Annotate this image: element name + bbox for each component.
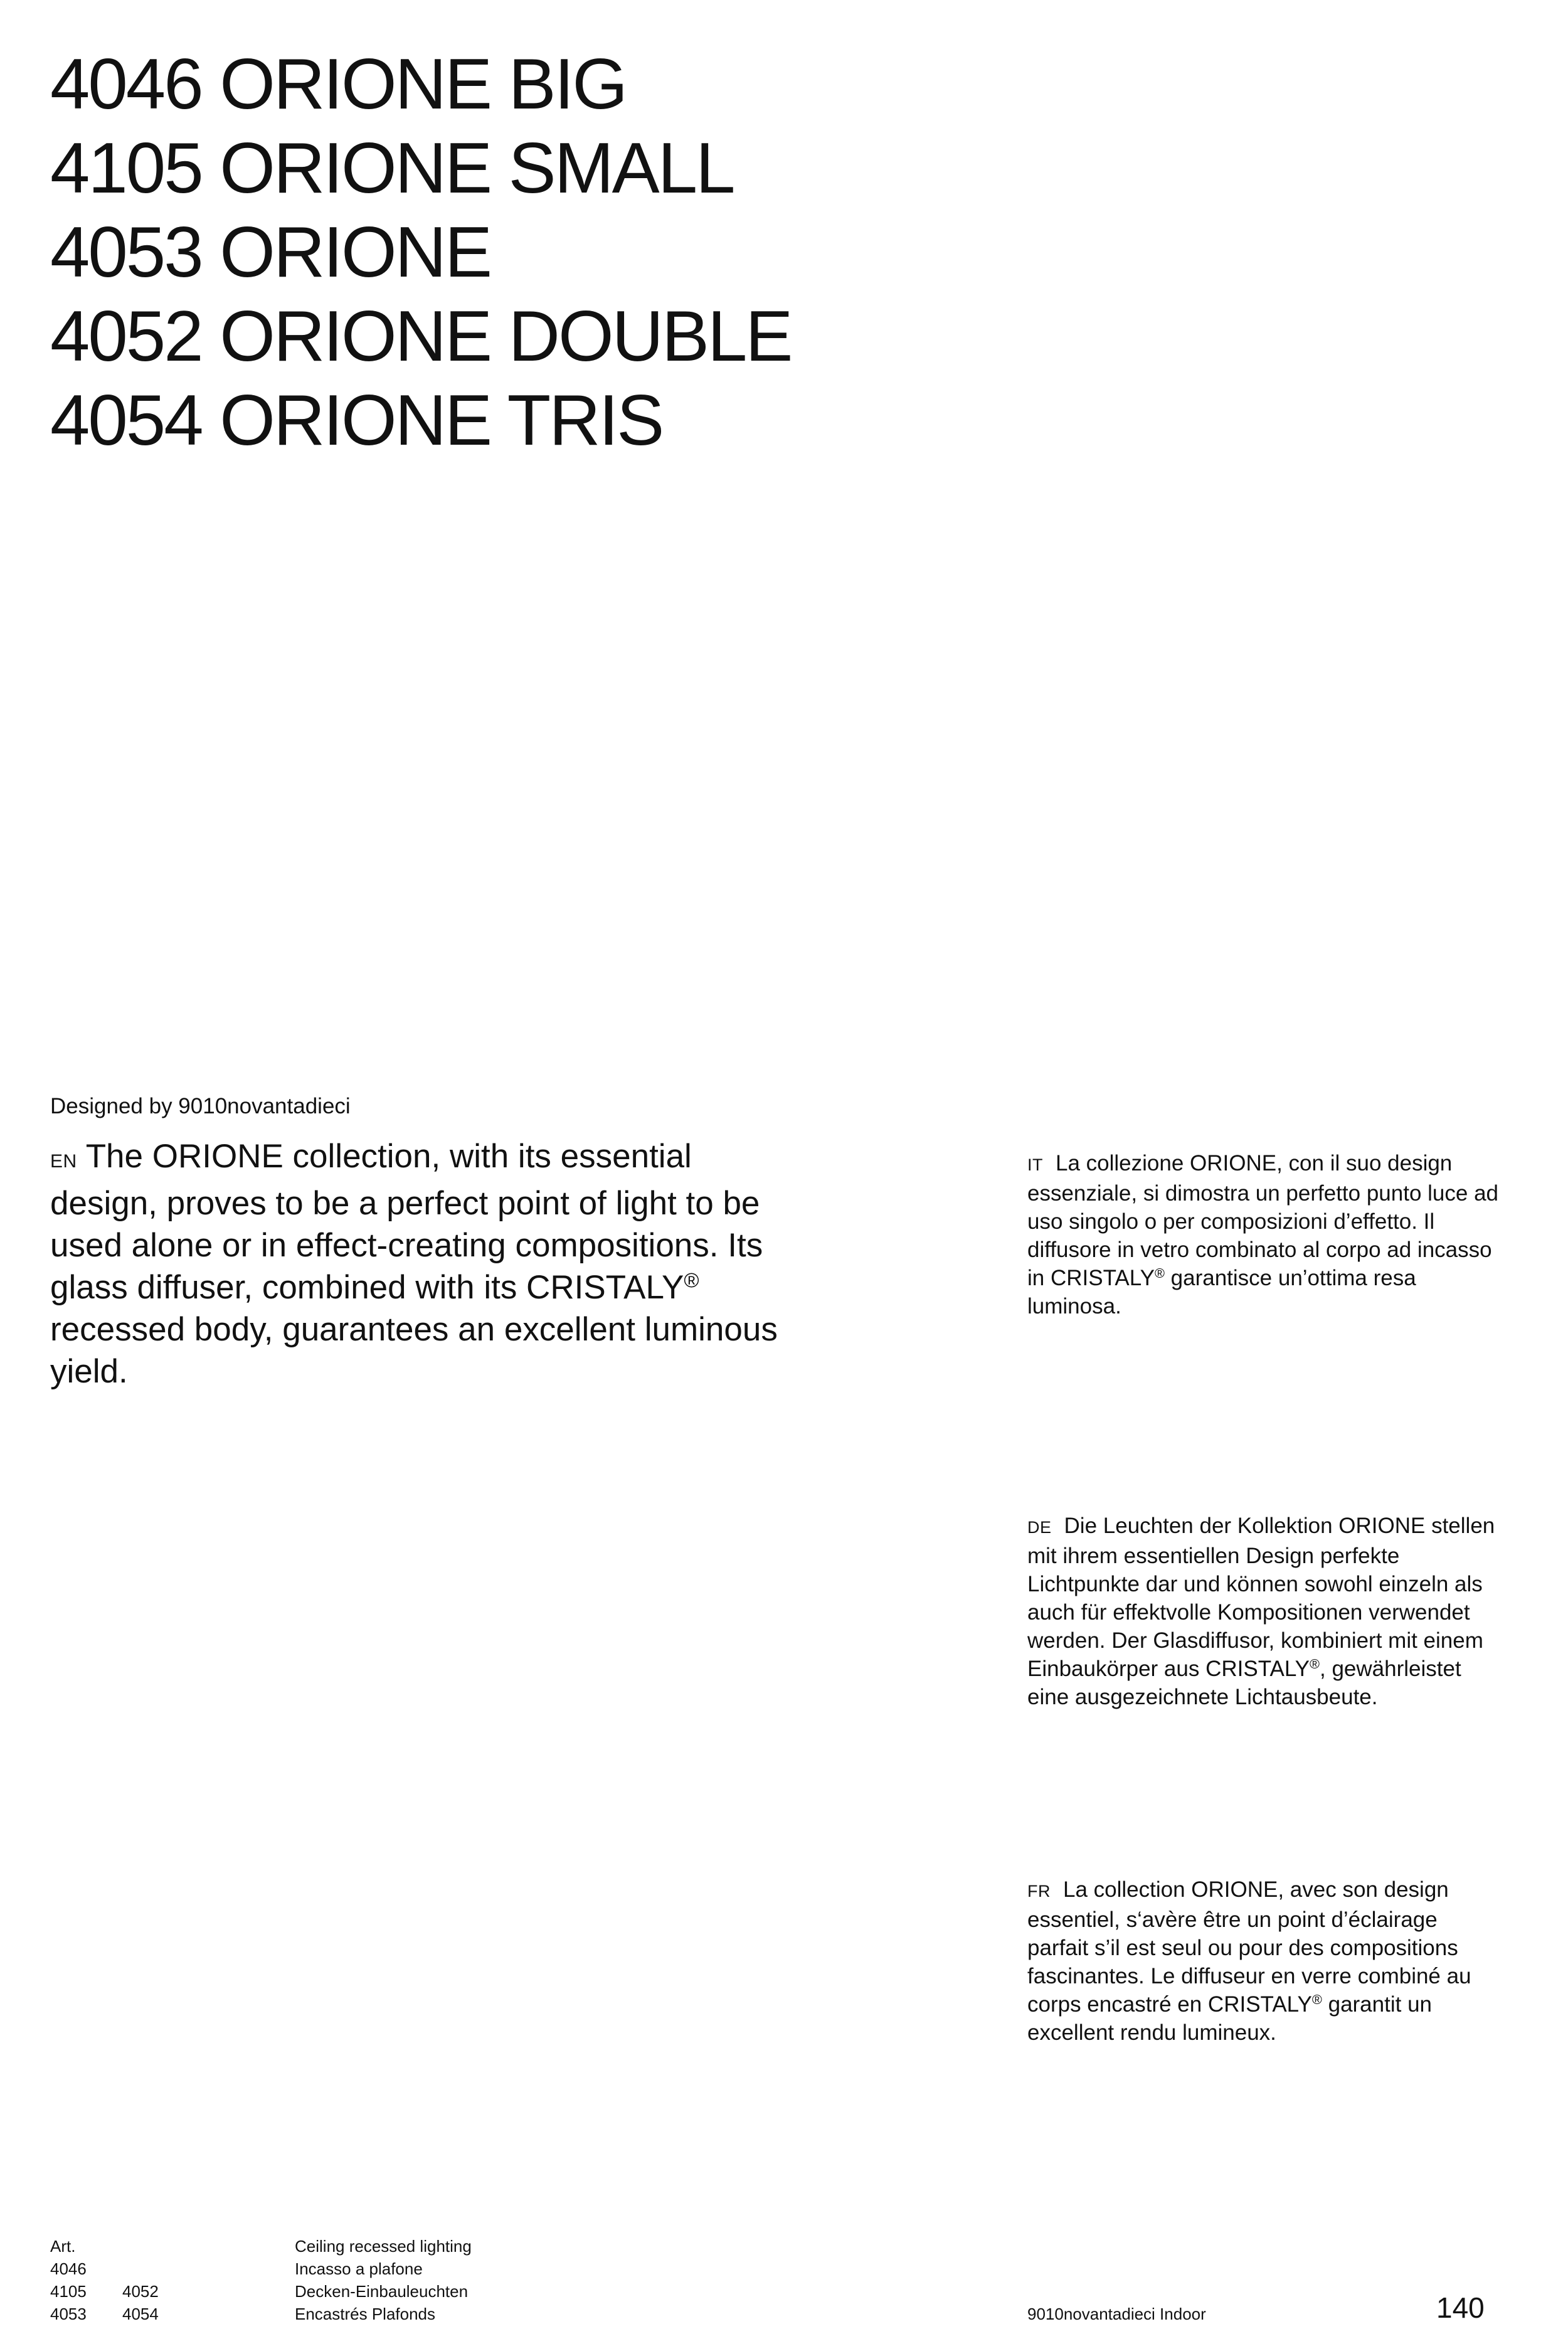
registered-mark: ®	[1310, 1656, 1320, 1672]
article-label: Art.	[50, 2237, 76, 2256]
product-title: 4053 ORIONE	[50, 213, 490, 292]
category-item: Encastrés Plafonds	[295, 2305, 436, 2323]
product-title: 4054 ORIONE TRIS	[50, 381, 663, 460]
language-tag-fr: FR	[1027, 1882, 1051, 1901]
description-it-text: La collezione ORIONE, con il suo design essenziale, si dimostra un perfetto punto luce ad uso singolo o per composizioni d’effetto. Il diffusore in vetro combinato al corpo ad incasso in CRISTALY	[1027, 1151, 1498, 1290]
description-de	[1027, 1512, 1504, 1711]
description-it-text-end: garantisce un’ottima resa luminosa.	[1027, 1266, 1416, 1318]
category-item: Decken-Einbauleuchten	[295, 2282, 469, 2301]
designer-credit: Designed by 9010novantadieci	[50, 1094, 351, 1118]
language-tag-it: IT	[1027, 1155, 1043, 1174]
product-title-list	[50, 43, 791, 463]
footer-brand: 9010novantadieci Indoor	[1027, 2305, 1206, 2323]
product-title: 4052 ORIONE DOUBLE	[50, 297, 792, 376]
description-de-text-end: , gewährleistet eine ausgezeichnete Lichtausbeute.	[1027, 1657, 1461, 1709]
description-en-text: The ORIONE collection, with its essential design, proves to be a perfect point of light to be used alone or in effect-creating compositions. Its glass diffuser, combined with its CRISTALY	[50, 1138, 763, 1306]
description-it	[1027, 1149, 1504, 1320]
registered-mark: ®	[1311, 1992, 1322, 2008]
registered-mark: ®	[1154, 1265, 1165, 1281]
description-de-text: Die Leuchten der Kollektion ORIONE stellen mit ihrem essentiellen Design perfekte Lichtpunkte dar und können sowohl einzeln als auch für effektvolle Kompositionen verwendet werden. Der Glasdiffusor, kombiniert mit einem Einbaukörper aus CRISTALY	[1027, 1514, 1495, 1681]
article-number: 4054	[122, 2305, 159, 2323]
page-number: 140	[1436, 2291, 1485, 2324]
article-number-grid	[50, 2257, 248, 2325]
article-number: 4052	[122, 2282, 159, 2301]
article-number: 4053	[50, 2305, 87, 2323]
category-item: Incasso a plafone	[295, 2259, 423, 2278]
category-list	[295, 2235, 472, 2325]
language-tag-en: EN	[50, 1151, 77, 1172]
description-en-text-end: recessed body, guarantees an excellent luminous yield.	[50, 1311, 778, 1390]
article-number: 4046	[50, 2259, 87, 2278]
registered-mark: ®	[684, 1268, 699, 1292]
article-number	[122, 2257, 248, 2280]
product-title: 4046 ORIONE BIG	[50, 45, 627, 124]
category-item: Ceiling recessed lighting	[295, 2237, 472, 2256]
article-number: 4105	[50, 2282, 87, 2301]
description-fr-text: La collection ORIONE, avec son design essentiel, s‘avère être un point d’éclairage parfait s’il est seul ou pour des compositions fascinantes. Le diffuseur en verre combiné au corps encastré en CRISTALY	[1027, 1877, 1471, 2017]
product-title: 4105 ORIONE SMALL	[50, 129, 734, 208]
description-fr	[1027, 1875, 1504, 2047]
language-tag-de: DE	[1027, 1518, 1052, 1537]
description-fr-text-end: garantit un excellent rendu lumineux.	[1027, 1992, 1432, 2045]
description-en	[50, 1135, 790, 1393]
